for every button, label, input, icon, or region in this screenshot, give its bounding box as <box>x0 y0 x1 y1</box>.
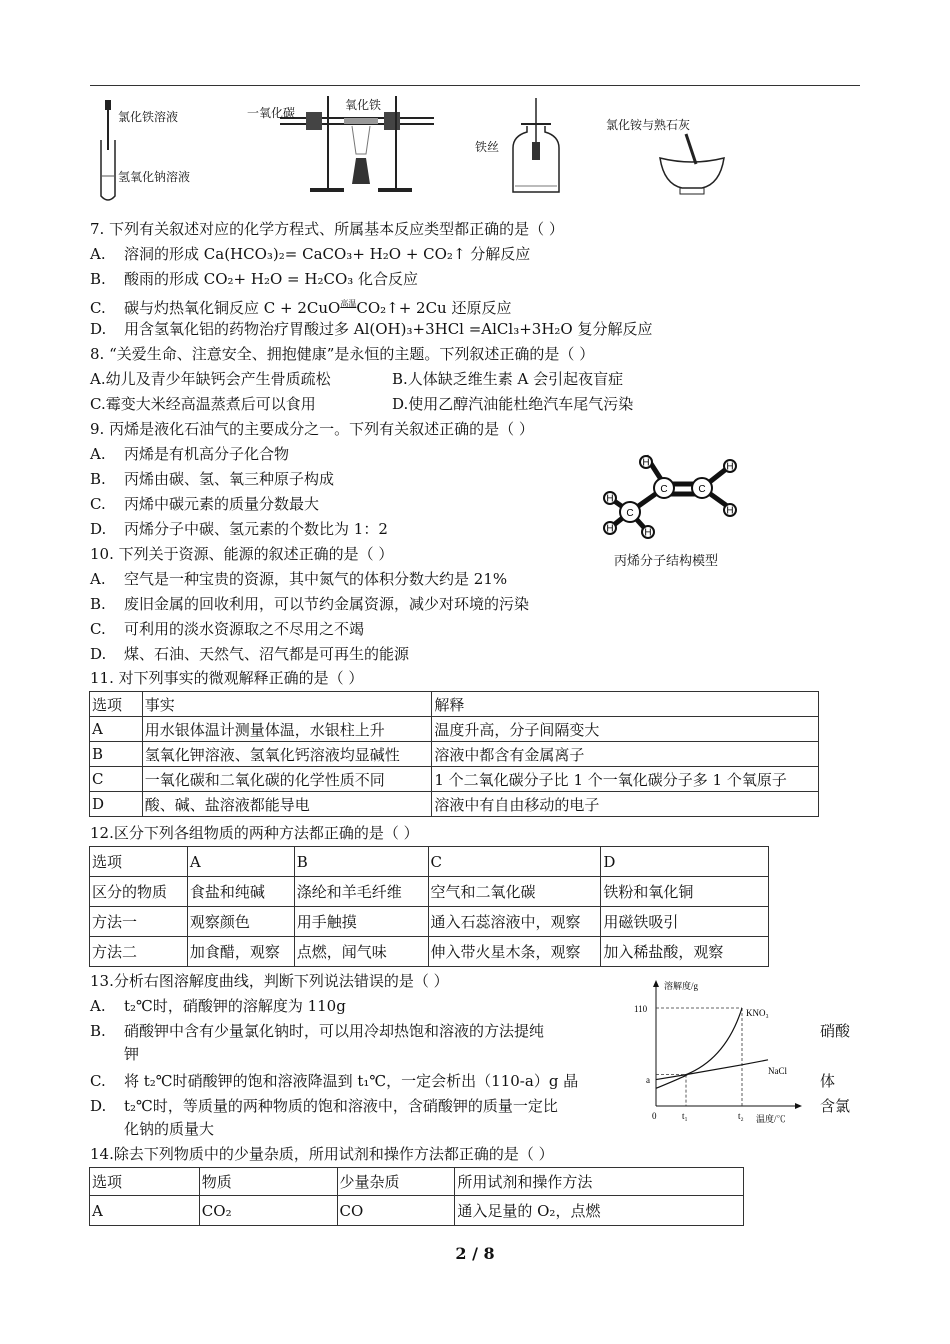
table-cell: 加食醋，观察 <box>187 937 294 967</box>
table-cell: 用手触摸 <box>294 907 428 937</box>
guide-lines <box>656 1008 742 1106</box>
svg-text:H: H <box>644 527 652 539</box>
table-row <box>90 907 769 937</box>
table-cell: B <box>90 742 143 767</box>
svg-text:H: H <box>726 461 734 473</box>
table-cell: 伸入带火星木条，观察 <box>428 937 601 967</box>
table-cell: A <box>90 717 143 742</box>
table-row <box>90 1196 744 1226</box>
q13-option-a: A. t₂℃时，硝酸钾的溶解度为 110g <box>90 997 346 1015</box>
table-cell: 区分的物质 <box>90 877 188 907</box>
page-number: 2 / 8 <box>455 1244 495 1263</box>
q9-option-c: C. 丙烯中碳元素的质量分数最大 <box>90 495 320 513</box>
q13-option-d-cont: 化钠的质量大 <box>124 1120 215 1138</box>
q8-stem: 8. “关爱生命、注意安全、拥抱健康”是永恒的主题。下列叙述正确的是（ ） <box>90 345 595 363</box>
table-cell: 所用试剂和操作方法 <box>455 1168 744 1196</box>
table-cell: 空气和二氧化碳 <box>428 877 601 907</box>
q9-stem: 9. 丙烯是液化石油气的主要成分之一。下列有关叙述正确的是（ ） <box>90 420 534 438</box>
q12-stem: 12.区分下列各组物质的两种方法都正确的是（ ） <box>90 824 419 842</box>
table-cell: 通入石蕊溶液中，观察 <box>428 907 601 937</box>
table-cell: 一氧化碳和二氧化碳的化学性质不同 <box>142 767 432 792</box>
table-cell: 少量杂质 <box>337 1168 455 1196</box>
q8-option-a: A.幼儿及青少年缺钙会产生骨质疏松 <box>90 370 331 388</box>
solubility-chart-svg <box>630 978 805 1128</box>
table-row <box>90 767 819 792</box>
table-cell: C <box>428 847 601 877</box>
table-cell: 事实 <box>142 692 432 717</box>
table-cell: CO <box>337 1196 455 1226</box>
q13-option-d: D. t₂℃时，等质量的两种物质的饱和溶液中，含硝酸钾的质量一定比 <box>90 1097 558 1115</box>
q13-option-c-tail: 体 <box>820 1072 836 1090</box>
table-cell: 涤纶和羊毛纤维 <box>294 877 428 907</box>
table-cell: 食盐和纯碱 <box>187 877 294 907</box>
table-cell: 物质 <box>199 1168 337 1196</box>
table-row <box>90 847 769 877</box>
q9-option-a: A. 丙烯是有机高分子化合物 <box>90 445 290 463</box>
table-row <box>90 717 819 742</box>
origin-label: 0 <box>652 1111 657 1121</box>
y-axis-arrow <box>653 980 659 987</box>
y-tick-110: 110 <box>634 1004 648 1014</box>
series-group <box>656 1008 768 1088</box>
q7-option-d: D. 用含氢氧化铝的药物治疗胃酸过多 Al(OH)₃+3HCl =AlCl₃+3H₂O 复分解反应 <box>90 320 653 338</box>
figure1-label-bottom: 氢氧化钠溶液 <box>118 170 191 184</box>
table-row <box>90 742 819 767</box>
table-cell: 用磁铁吸引 <box>601 907 769 937</box>
svg-text:H: H <box>606 523 614 535</box>
figure1-label-top: 氯化铁溶液 <box>118 110 179 124</box>
bottle-drawing <box>505 98 567 196</box>
table-cell: 观察颜色 <box>187 907 294 937</box>
y-axis-label: 溶解度/g <box>664 981 699 991</box>
q10-option-b: B. 废旧金属的回收利用，可以节约金属资源，减少对环境的污染 <box>90 595 530 613</box>
table-cell: 方法二 <box>90 937 188 967</box>
figure2-label-top: 氧化铁 <box>345 98 382 112</box>
svg-text:C: C <box>626 508 634 519</box>
table-cell: 溶液中有自由移动的电子 <box>432 792 819 817</box>
q13-option-d-tail: 含氯 <box>820 1097 851 1115</box>
table-row <box>90 877 769 907</box>
svg-text:H: H <box>642 457 650 469</box>
mortar-drawing <box>656 130 728 198</box>
q13-option-c: C. 将 t₂℃时硝酸钾的饱和溶液降温到 t₁℃，一定会析出（110-a）g 晶 <box>90 1072 579 1090</box>
propene-model <box>598 450 748 545</box>
q13-option-b-tail: 硝酸 <box>820 1022 851 1040</box>
svg-text:H: H <box>726 505 734 517</box>
q11-stem: 11. 对下列事实的微观解释正确的是（ ） <box>90 669 364 687</box>
x-axis-arrow <box>795 1103 802 1109</box>
reaction-condition: 高温 <box>340 299 357 308</box>
figure3-label: 铁丝 <box>475 140 500 154</box>
table-cell: 酸、碱、盐溶液都能导电 <box>142 792 432 817</box>
x-tick-t2: t₂ <box>738 1111 744 1121</box>
table-cell: 点燃，闻气味 <box>294 937 428 967</box>
table-cell: 通入足量的 O₂，点燃 <box>455 1196 744 1226</box>
q8-option-d: D.使用乙醇汽油能杜绝汽车尾气污染 <box>392 395 634 413</box>
q14-stem: 14.除去下列物质中的少量杂质，所用试剂和操作方法都正确的是（ ） <box>90 1145 554 1163</box>
table-cell: 选项 <box>90 692 143 717</box>
table-cell: 方法一 <box>90 907 188 937</box>
table-cell: 氢氧化钾溶液、氢氧化钙溶液均显碱性 <box>142 742 432 767</box>
x-axis-label: 温度/℃ <box>756 1114 786 1124</box>
table-cell: 选项 <box>90 847 188 877</box>
q14-table <box>89 1167 744 1226</box>
table-row <box>90 792 819 817</box>
table-cell: D <box>601 847 769 877</box>
q7-option-a: A. 溶洞的形成 Ca(HCO₃)₂= CaCO₃+ H₂O + CO₂↑ 分解反应 <box>90 245 531 263</box>
series-label-kno3: KNO₃ <box>746 1008 769 1018</box>
table-cell: 1 个二氧化碳分子比 1 个一氧化碳分子多 1 个氧原子 <box>432 767 819 792</box>
header-rule <box>90 85 860 86</box>
q10-stem: 10. 下列关于资源、能源的叙述正确的是（ ） <box>90 545 394 563</box>
solubility-chart <box>630 978 805 1128</box>
q7-stem: 7. 下列有关叙述对应的化学方程式、所属基本反应类型都正确的是（ ） <box>90 220 564 238</box>
series-line-kno3 <box>656 1008 742 1088</box>
x-tick-t1: t₁ <box>682 1111 688 1121</box>
series-label-nacl: NaCl <box>768 1066 787 1076</box>
table-cell: A <box>90 1196 200 1226</box>
table-cell: A <box>187 847 294 877</box>
table-cell: 选项 <box>90 1168 200 1196</box>
table-cell: D <box>90 792 143 817</box>
table-cell: C <box>90 767 143 792</box>
propene-model-caption: 丙烯分子结构模型 <box>614 554 719 569</box>
svg-text:C: C <box>698 484 706 495</box>
table-cell: CO₂ <box>199 1196 337 1226</box>
table-cell: 加入稀盐酸，观察 <box>601 937 769 967</box>
figure2-label-left: 一氧化碳 <box>247 106 296 120</box>
figure4-label: 氯化铵与熟石灰 <box>606 118 691 132</box>
q9-option-d: D. 丙烯分子中碳、氢元素的个数比为 1：2 <box>90 520 388 538</box>
svg-text:C: C <box>660 484 668 495</box>
table-row <box>90 692 819 717</box>
q8-option-c: C.霉变大米经高温蒸煮后可以食用 <box>90 395 316 413</box>
q13-stem: 13.分析右图溶解度曲线，判断下列说法错误的是（ ） <box>90 972 449 990</box>
series-line-nacl <box>656 1060 768 1080</box>
q13-option-b: B. 硝酸钾中含有少量氯化钠时，可以用冷却热饱和溶液的方法提纯 <box>90 1022 545 1040</box>
table-cell: 溶液中都含有金属离子 <box>432 742 819 767</box>
q10-option-c: C. 可利用的淡水资源取之不尽用之不竭 <box>90 620 365 638</box>
table-row <box>90 1168 744 1196</box>
q9-option-b: B. 丙烯由碳、氢、氧三种原子构成 <box>90 470 335 488</box>
figure-mortar <box>656 130 728 198</box>
q10-option-d: D. 煤、石油、天然气、沼气都是可再生的能源 <box>90 645 410 663</box>
q7-option-c: C. 碳与灼热氧化铜反应 C + 2CuO$^{高温}$CO₂↑+ 2Cu 还原反应 <box>90 299 512 317</box>
table-cell: 铁粉和氧化铜 <box>601 877 769 907</box>
svg-text:H: H <box>606 493 614 505</box>
propene-model-drawing <box>598 450 748 545</box>
figure-iron-wire-bottle <box>505 98 567 196</box>
table-cell: B <box>294 847 428 877</box>
table-row <box>90 937 769 967</box>
table-cell: 温度升高，分子间隔变大 <box>432 717 819 742</box>
q10-option-a: A. 空气是一种宝贵的资源，其中氮气的体积分数大约是 21% <box>90 570 508 588</box>
q13-option-b-cont: 钾 <box>124 1045 140 1063</box>
q8-option-b: B.人体缺乏维生素 A 会引起夜盲症 <box>392 370 624 388</box>
q12-table <box>89 846 769 967</box>
y-tick-a: a <box>646 1075 650 1085</box>
table-cell: 用水银体温计测量体温，水银柱上升 <box>142 717 432 742</box>
table-cell: 解释 <box>432 692 819 717</box>
q7-option-b: B. 酸雨的形成 CO₂+ H₂O = H₂CO₃ 化合反应 <box>90 270 419 288</box>
q11-table <box>89 691 819 817</box>
